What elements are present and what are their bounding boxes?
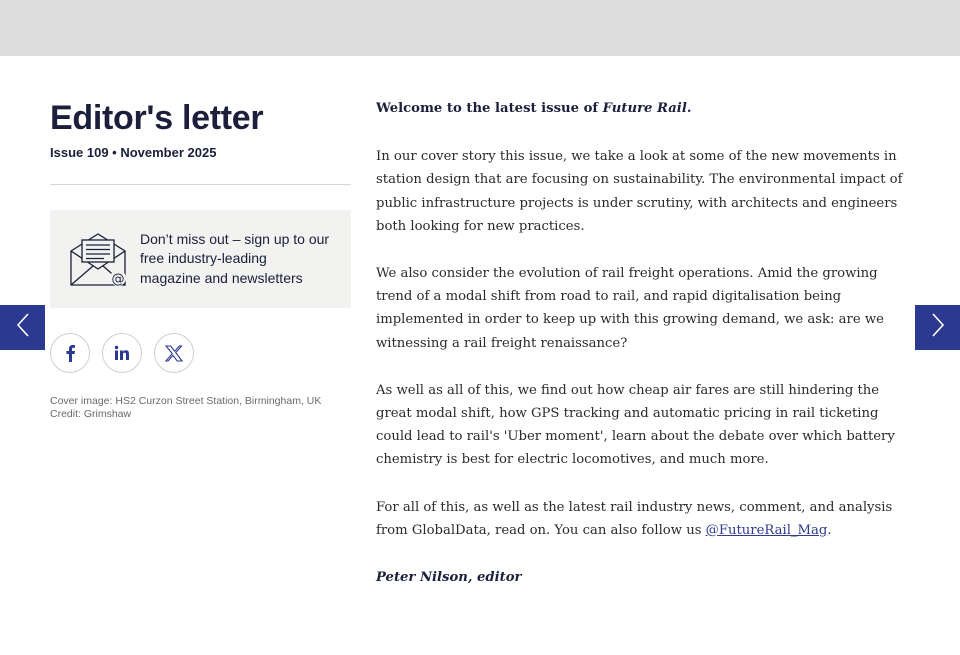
next-page-button[interactable] (915, 305, 960, 350)
top-banner-placeholder (0, 0, 960, 56)
letter-paragraph-3: As well as all of this, we find out how cheap air fares are still hindering the great modal shift, how GPS tracking and automatic pricing in rail ticketing could lead to rail's 'Uber moment', learn about the debate over which battery chemistry is best for electric locomotives, and much more. (376, 382, 895, 468)
envelope-at-icon (69, 231, 127, 287)
letter-paragraph-4-text: For all of this, as well as the latest rail industry news, comment, and analysis from GlobalData, read on. You can also follow us (376, 499, 893, 538)
facebook-share-button[interactable] (50, 333, 90, 373)
cover-image-caption: Cover image: HS2 Curzon Street Station, Birmingham, UK (50, 395, 322, 407)
x-icon (165, 345, 183, 362)
letter-paragraph-1: In our cover story this issue, we take a look at some of the new movements in station design that are focusing on sustainability. The environmental impact of public infrastructure projects is under scrutiny, with architects and engineers both looking for new practices. (376, 149, 903, 234)
editor-letter-body (376, 97, 912, 613)
letter-lead-text: Welcome to the latest issue of (376, 101, 603, 116)
svg-text:@: @ (111, 272, 125, 287)
linkedin-share-button[interactable] (102, 333, 142, 373)
editor-sidebar (50, 98, 351, 421)
chevron-left-icon (16, 312, 30, 343)
chevron-right-icon (931, 312, 945, 343)
facebook-icon (64, 344, 76, 362)
page-title: Editor's letter (50, 99, 264, 137)
letter-paragraph-2: We also consider the evolution of rail freight operations. Amid the growing trend of a modal shift from road to rail, and rapid digitalisation being implemented in order to keep up with this growing demand, we ask: are we witnessing a rail freight renaissance? (376, 266, 884, 351)
social-share-row (50, 333, 351, 373)
previous-page-button[interactable] (0, 305, 45, 350)
cover-image-credit-line: Credit: Grimshaw (50, 408, 132, 420)
letter-paragraph-4 (376, 496, 912, 542)
linkedin-icon (114, 345, 130, 361)
cover-image-credit (50, 395, 351, 421)
letter-lead (376, 97, 912, 120)
letter-signature: Peter Nilson, editor (376, 570, 522, 586)
letter-paragraph-4-end: . (827, 522, 832, 538)
divider (50, 184, 351, 185)
newsletter-signup-text[interactable]: Don’t miss out – sign up to our free industry-leading magazine and newsletters (140, 230, 330, 286)
twitter-handle-link[interactable]: @FutureRail_Mag (705, 522, 828, 538)
magazine-name: Future Rail. (602, 101, 692, 116)
issue-info: Issue 109 • November 2025 (50, 145, 217, 160)
x-share-button[interactable] (154, 333, 194, 373)
newsletter-signup-box[interactable] (50, 210, 351, 308)
